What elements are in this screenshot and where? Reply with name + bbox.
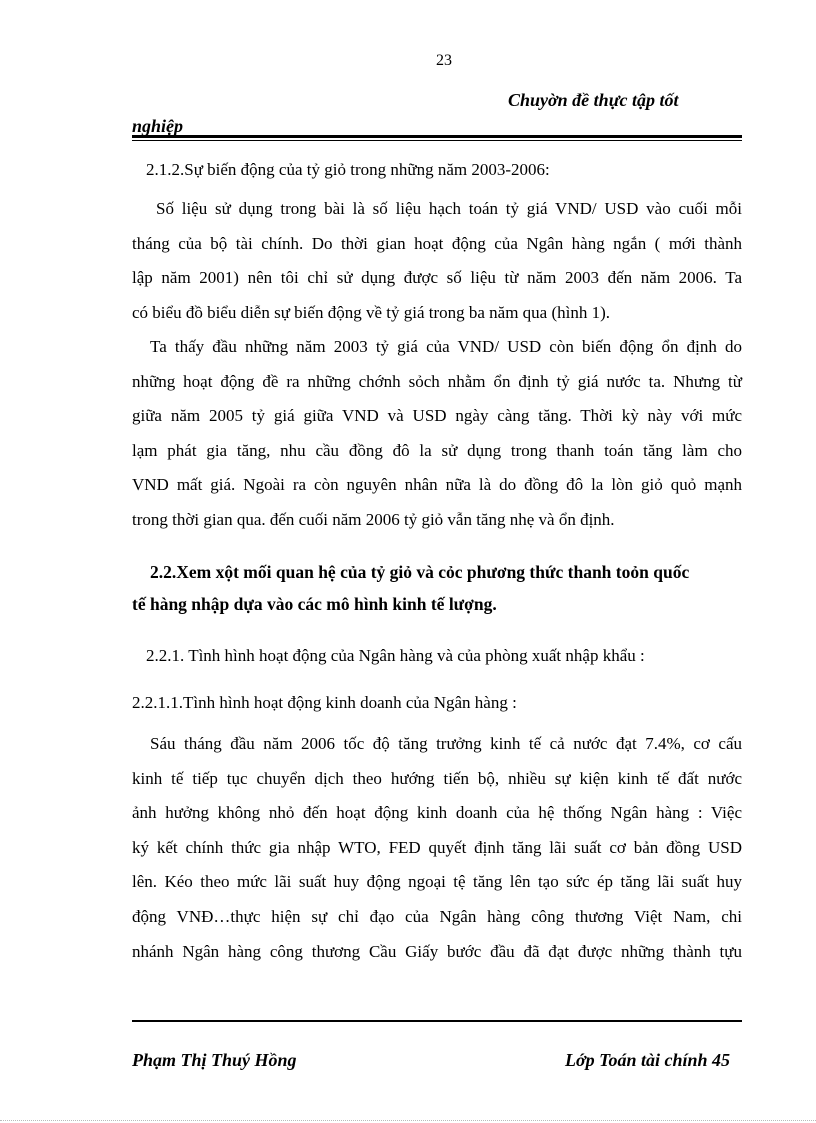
- footer-rule: [132, 1020, 742, 1022]
- paragraph-line: Số liệu sử dụng trong bài là số liệu hạch toán tỷ giá VND/ USD vào cuối mỗi: [156, 199, 742, 218]
- heading-line: tế hàng nhập dựa vào các mô hình kinh tế lượng.: [132, 594, 497, 614]
- paragraph-line: những hoạt động đề ra những chớnh sỏch nhằm ổn định tỷ giá nước ta. Nhưng từ: [132, 371, 742, 391]
- paragraph-line: nhánh Ngân hàng công thương Cầu Giấy bước đầu đã đạt được những thành tựu: [132, 941, 742, 961]
- paragraph-line: có biểu đồ biểu diễn sự biến động về tỷ giá trong ba năm qua (hình 1).: [132, 302, 611, 322]
- running-header-title-continued: nghiệp: [132, 116, 184, 136]
- section-2-2-1-1-paragraph: [132, 727, 742, 969]
- section-2-1-2-paragraph-2: [132, 330, 742, 538]
- paragraph-line: lập năm 2001) nên tôi chỉ sử dụng được số liệu từ năm 2003 đến năm 2006. Ta: [132, 268, 742, 288]
- section-2-2-heading: [132, 556, 742, 620]
- paragraph-line: kinh tế tiếp tục chuyển dịch theo hướng tiến bộ, nhiều sự kiện kinh tế đất nước: [132, 768, 742, 788]
- paragraph-line: Ta thấy đầu những năm 2003 tỷ giá của VND/ USD còn biến động ổn định do: [150, 337, 742, 356]
- page-number: 23: [436, 52, 452, 69]
- page-edge-divider: [0, 1120, 816, 1121]
- section-2-1-2-paragraph-1: [132, 192, 742, 330]
- footer-author: Phạm Thị Thuý Hồng: [132, 1050, 297, 1070]
- heading-line: 2.2.Xem xột mối quan hệ của tỷ giỏ và cỏc phương thức thanh toỏn quốc: [150, 562, 690, 582]
- paragraph-line: động VNĐ…thực hiện sự chỉ đạo của Ngân hàng công thương Việt Nam, chi: [132, 906, 742, 926]
- footer-class: Lớp Toán tài chính 45: [565, 1050, 731, 1070]
- paragraph-line: Sáu tháng đầu năm 2006 tốc độ tăng trưởng kinh tế cả nước đạt 7.4%, cơ cấu: [150, 734, 742, 753]
- paragraph-line: ảnh hưởng không nhỏ đến hoạt động kinh doanh của hệ thống Ngân hàng : Việc: [132, 803, 742, 823]
- paragraph-line: lên. Kéo theo mức lãi suất huy động ngoại tệ tăng lên tạo sức ép tăng lãi suất huy: [132, 872, 742, 892]
- paragraph-line: tháng của bộ tài chính. Do thời gian hoạt động của Ngân hàng ngắn ( mới thành: [132, 233, 742, 253]
- section-2-1-2-heading: 2.1.2.Sự biến động của tỷ giỏ trong những năm 2003-2006:: [146, 160, 550, 179]
- section-2-2-1-heading: 2.2.1. Tình hình hoạt động của Ngân hàng và của phòng xuất nhập khẩu :: [146, 646, 645, 665]
- paragraph-line: giữa năm 2005 tỷ giá giữa VND và USD ngày càng tăng. Thời kỳ này với mức: [132, 406, 742, 426]
- header-rule: [132, 135, 742, 141]
- paragraph-line: VND mất giá. Ngoài ra còn nguyên nhân nữa là do đồng đô la lòn giỏ quỏ mạnh: [132, 475, 742, 495]
- paragraph-line: trong thời gian qua. đến cuối năm 2006 tỷ giỏ vẫn tăng nhẹ và ổn định.: [132, 509, 615, 529]
- section-2-2-1-1-heading: 2.2.1.1.Tình hình hoạt động kinh doanh của Ngân hàng :: [132, 693, 517, 712]
- running-header-title: Chuyờn đề thực tập tốt: [508, 90, 679, 110]
- paragraph-line: ký kết chính thức gia nhập WTO, FED quyết định tăng lãi suất cơ bản đồng USD: [132, 837, 742, 857]
- paragraph-line: lạm phát gia tăng, nhu cầu đồng đô la sử dụng trong thanh toán tăng làm cho: [132, 440, 742, 460]
